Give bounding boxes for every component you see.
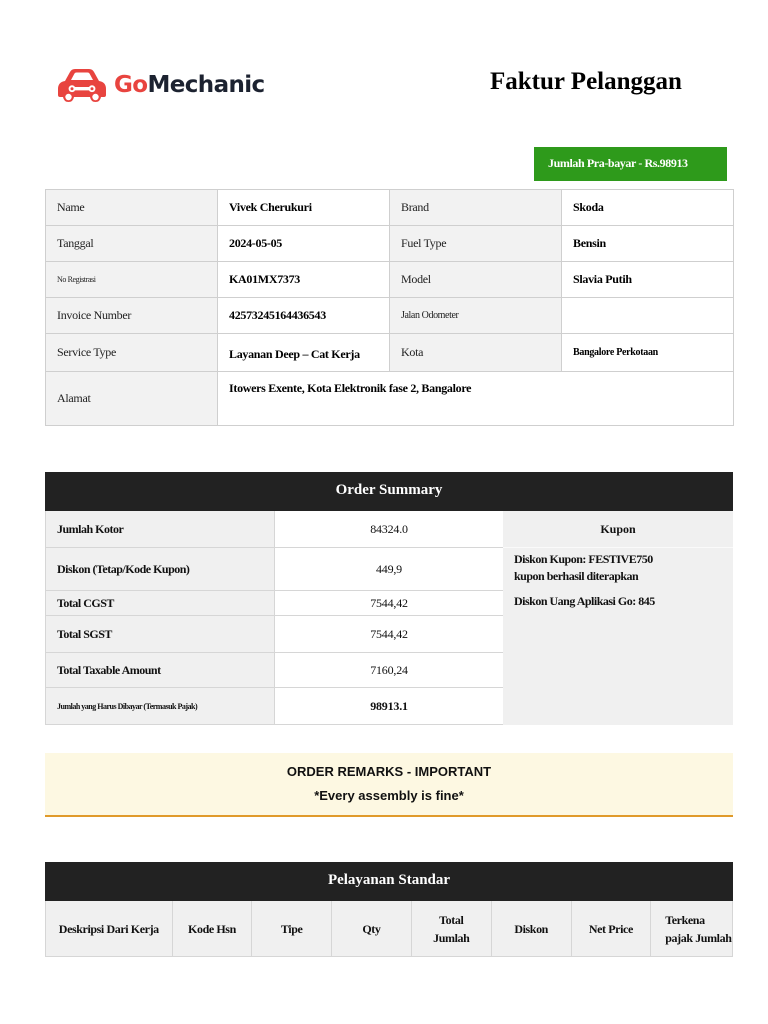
model-value: Slavia Putih: [562, 262, 734, 298]
column-header: Qty: [332, 901, 412, 956]
odometer-label: Jalan Odometer: [390, 298, 562, 334]
city-label: Kota: [390, 334, 562, 372]
city-value: Bangalore Perkotaan: [562, 334, 734, 372]
summary-row-cgst: [45, 591, 503, 616]
brand-value: Skoda: [562, 190, 734, 226]
summary-value: 7544,42: [275, 591, 503, 615]
name-label: Name: [46, 190, 218, 226]
customer-info-table: [45, 189, 734, 426]
summary-value: 449,9: [275, 548, 503, 590]
invoice-number-label: Invoice Number: [46, 298, 218, 334]
summary-label: Total Taxable Amount: [45, 653, 275, 687]
registration-value: KA01MX7373: [218, 262, 390, 298]
address-value: Itowers Exente, Kota Elektronik fase 2, Bangalore: [218, 372, 734, 426]
column-header: Terkena pajak Jumlah: [665, 912, 732, 945]
info-row: [46, 298, 734, 334]
summary-row-discount: [45, 548, 503, 591]
summary-row-sgst: [45, 616, 503, 653]
info-row: [46, 372, 734, 426]
remarks-text: *Every assembly is fine*: [314, 788, 464, 803]
column-header: Net Price: [572, 901, 652, 956]
fuel-type-label: Fuel Type: [390, 226, 562, 262]
remarks-title: ORDER REMARKS - IMPORTANT: [286, 764, 492, 779]
summary-value: 7160,24: [275, 653, 503, 687]
date-value: 2024-05-05: [218, 226, 390, 262]
summary-value: 84324.0: [275, 511, 503, 547]
info-row: [46, 226, 734, 262]
summary-label: Total CGST: [45, 591, 275, 615]
column-header: Deskripsi Dari Kerja: [46, 901, 173, 956]
summary-row-gross: [45, 511, 503, 548]
service-type-value: Layanan Deep – Cat Kerja: [218, 334, 390, 372]
page-title: Faktur Pelanggan: [490, 68, 682, 95]
address-label: Alamat: [46, 372, 218, 426]
odometer-value: [562, 298, 734, 334]
info-row: [46, 334, 734, 372]
order-summary-header: Order Summary: [45, 472, 733, 511]
model-label: Model: [390, 262, 562, 298]
info-row: [46, 190, 734, 226]
summary-row-payable: [45, 688, 503, 725]
gomechanic-logo: [56, 66, 265, 104]
column-header: Diskon: [492, 901, 572, 956]
app-cash-discount-line: Diskon Uang Aplikasi Go: 845: [514, 594, 655, 608]
coupon-status-line: kupon berhasil diterapkan: [514, 569, 639, 583]
summary-row-taxable: [45, 653, 503, 688]
car-wrench-logo-icon: [56, 67, 108, 103]
standard-services-header: Pelayanan Standar: [45, 862, 733, 901]
date-label: Tanggal: [46, 226, 218, 262]
summary-label: Total SGST: [45, 616, 275, 652]
prepaid-amount-badge: Jumlah Pra-bayar - Rs.98913: [534, 147, 727, 181]
summary-value: 98913.1: [275, 688, 503, 724]
coupon-title: Kupon: [503, 511, 733, 548]
coupon-panel: [503, 511, 733, 725]
name-value: Vivek Cherukuri: [218, 190, 390, 226]
service-type-label: Service Type: [46, 334, 218, 372]
fuel-type-value: Bensin: [562, 226, 734, 262]
column-header: Tipe: [252, 901, 332, 956]
order-summary-table: [45, 511, 503, 725]
logo-wordmark: GoMechanic: [114, 72, 265, 98]
info-row: [46, 262, 734, 298]
summary-label: Jumlah yang Harus Dibayar (Termasuk Pajak): [45, 688, 275, 724]
invoice-number-value: 42573245164436543: [218, 298, 390, 334]
summary-label: Diskon (Tetap/Kode Kupon): [45, 548, 275, 590]
summary-value: 7544,42: [275, 616, 503, 652]
order-remarks-box: [45, 753, 733, 817]
coupon-code-line: Diskon Kupon: FESTIVE750: [514, 552, 653, 566]
column-header: Total Jumlah: [412, 901, 492, 956]
standard-services-columns: [45, 901, 733, 957]
registration-label: No Registrasi: [46, 262, 218, 298]
brand-label: Brand: [390, 190, 562, 226]
summary-label: Jumlah Kotor: [45, 511, 275, 547]
column-header: Kode Hsn: [173, 901, 253, 956]
